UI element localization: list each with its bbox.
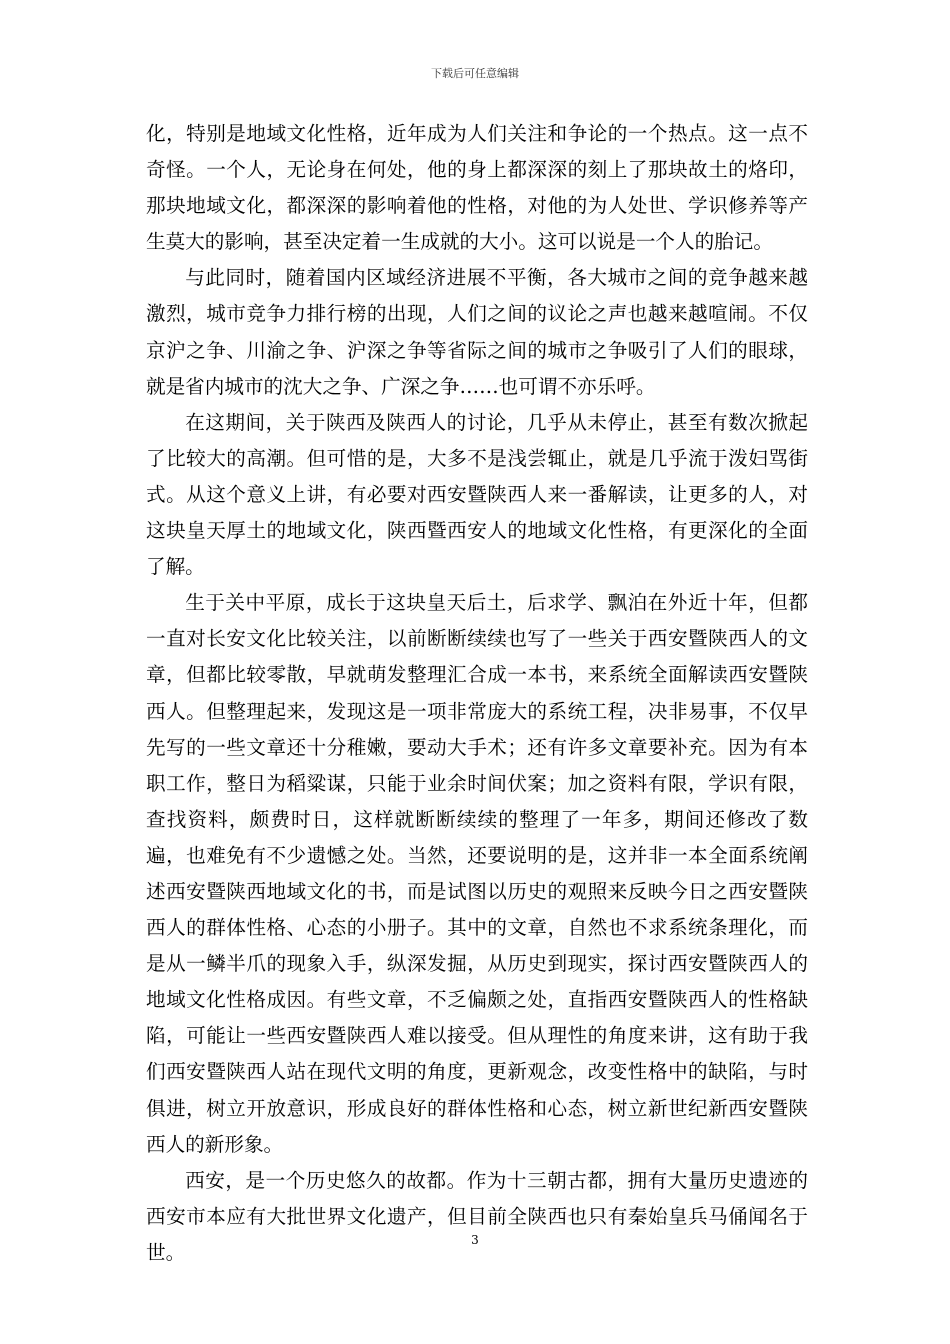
paragraph: 在这期间，关于陕西及陕西人的讨论，几乎从未停止，甚至有数次掀起了比较大的高潮。但可惜的是，大多不是浅尝辄止，就是几乎流于泼妇骂街式。从这个意义上讲，有必要对西安暨陕西人来一番解读，让更多的人，对这块皇天厚土的地域文化，陕西暨西安人的地域文化性格，有更深化的全面了解。 <box>146 410 808 579</box>
document-body <box>146 116 808 1271</box>
page-header: 下载后可任意编辑 <box>431 67 519 80</box>
paragraph: 生于关中平原，成长于这块皇天后土，后求学、飘泊在外近十年，但都一直对长安文化比较关注，以前断断续续也写了一些关于西安暨陕西人的文章，但都比较零散，早就萌发整理汇合成一本书，来系统全面解读西安暨陕西人。但整理起来，发现这是一项非常庞大的系统工程，决非易事，不仅早先写的一些文章还十分稚嫩，要动大手术；还有许多文章要补充。因为有本职工作，整日为稻粱谋，只能于业余时间伏案；加之资料有限，学识有限，查找资料，颇费时日，这样就断断续续的整理了一年多，期间还修改了数遍，也难免有不少遗憾之处。当然，还要说明的是，这并非一本全面系统阐述西安暨陕西地域文化的书，而是试图以历史的观照来反映今日之西安暨陕西人的群体性格、心态的小册子。其中的文章，自然也不求系统条理化，而是从一鳞半爪的现象入手，纵深发掘，从历史到现实，探讨西安暨陕西人的地域文化性格成因。有些文章，不乏偏颇之处，直指西安暨陕西人的性格缺陷，可能让一些西安暨陕西人难以接受。但从理性的角度来讲，这有助于我们西安暨陕西人站在现代文明的角度，更新观念，改变性格中的缺陷，与时俱进，树立开放意识，形成良好的群体性格和心态，树立新世纪新西安暨陕西人的新形象。 <box>146 591 808 1156</box>
paragraph: 与此同时，随着国内区域经济进展不平衡，各大城市之间的竞争越来越激烈，城市竞争力排行榜的出现，人们之间的议论之声也越来越喧闹。不仅京沪之争、川渝之争、沪深之争等省际之间的城市之争吸引了人们的眼球，就是省内城市的沈大之争、广深之争……也可谓不亦乐呼。 <box>146 266 808 398</box>
paragraph: 西安，是一个历史悠久的故都。作为十三朝古都，拥有大量历史遗迹的西安市本应有大批世界文化遗产，但目前全陕西也只有秦始皇兵马俑闻名于世。 <box>146 1168 808 1264</box>
paragraph: 化，特别是地域文化性格，近年成为人们关注和争论的一个热点。这一点不奇怪。一个人，无论身在何处，他的身上都深深的刻上了那块故土的烙印，那块地域文化，都深深的影响着他的性格，对他的为人处世、学识修养等产生莫大的影响，甚至决定着一生成就的大小。这可以说是一个人的胎记。 <box>146 122 808 254</box>
page-number: 3 <box>471 1233 479 1247</box>
